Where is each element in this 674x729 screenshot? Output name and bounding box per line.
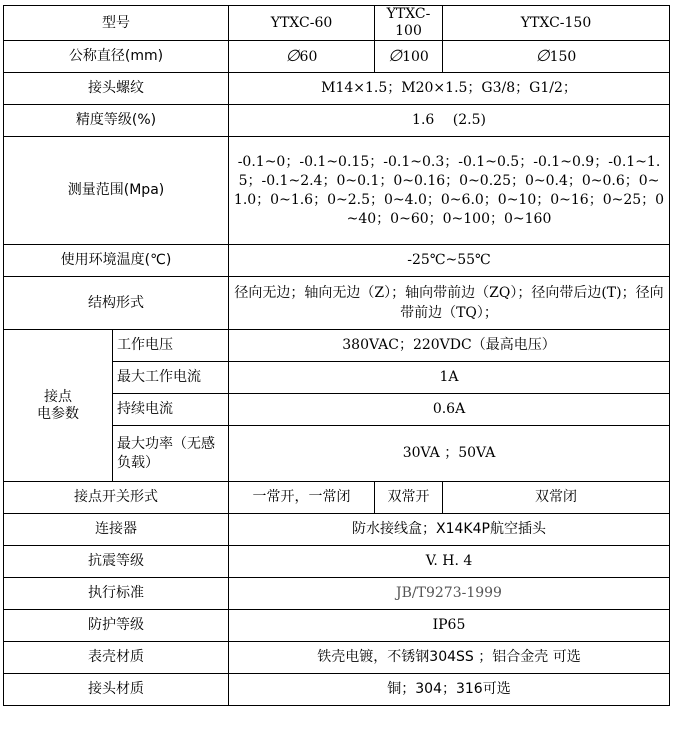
row-thread — [4, 73, 670, 105]
temperature-value: -25℃~55℃ — [229, 245, 670, 277]
range-label: 测量范围(Mpa) — [4, 137, 229, 245]
diameter-number-1: 60 — [299, 49, 318, 65]
row-structure — [4, 277, 670, 330]
row-seismic — [4, 546, 670, 578]
voltage-value: 380VAC；220VDC（最高电压） — [229, 330, 670, 362]
protection-label: 防护等级 — [4, 610, 229, 642]
accuracy-value: 1.6 (2.5) — [229, 105, 670, 137]
standard-value: JB/T9273-1999 — [229, 578, 670, 610]
diameter-value-3 — [443, 41, 670, 73]
spec-table — [3, 5, 670, 706]
diameter-symbol: ∅ — [285, 46, 300, 65]
row-voltage — [4, 330, 670, 362]
structure-value: 径向无边；轴向无边（Z）；轴向带前边（ZQ）；径向带后边(T)；径向带前边（TQ）； — [229, 277, 670, 330]
max-current-value: 1A — [229, 362, 670, 394]
diameter-label: 公称直径(mm) — [4, 41, 229, 73]
row-switch-form — [4, 482, 670, 514]
model-value-3: YTXC-150 — [443, 6, 670, 41]
case-material-label: 表壳材质 — [4, 642, 229, 674]
diameter-number-2: 100 — [402, 49, 429, 65]
max-power-value: 30VA ；50VA — [229, 426, 670, 482]
joint-material-value: 铜；304；316可选 — [229, 674, 670, 706]
diameter-symbol: ∅ — [388, 46, 403, 65]
row-range — [4, 137, 670, 245]
connector-value: 防水接线盒；X14K4P航空插头 — [229, 514, 670, 546]
diameter-symbol: ∅ — [535, 46, 550, 65]
diameter-value-1 — [229, 41, 375, 73]
model-value-2: YTXC-100 — [375, 6, 443, 41]
row-connector — [4, 514, 670, 546]
max-power-label: 最大功率（无感负载） — [113, 426, 229, 482]
standard-label: 执行标准 — [4, 578, 229, 610]
row-diameter — [4, 41, 670, 73]
seismic-value: V. H. 4 — [229, 546, 670, 578]
cont-current-value: 0.6A — [229, 394, 670, 426]
range-value: -0.1~0；-0.1~0.15；-0.1~0.3；-0.1~0.5；-0.1~0.9；-0.1~1.5；-0.1~2.4；0~0.1；0~0.16；0~0.25；0~0.4；0~0.6；0~1.0；0~1.6；0~2.5；0~4.0；0~6.0；0~10；0~16；0~25；0~40；0~60；0~100；0~160 — [229, 137, 670, 245]
row-case-material — [4, 642, 670, 674]
connector-label: 连接器 — [4, 514, 229, 546]
max-current-label: 最大工作电流 — [113, 362, 229, 394]
joint-material-label: 接头材质 — [4, 674, 229, 706]
contact-params-label: 接点 电参数 — [4, 330, 113, 482]
seismic-label: 抗震等级 — [4, 546, 229, 578]
row-standard — [4, 578, 670, 610]
temperature-label: 使用环境温度(℃) — [4, 245, 229, 277]
thread-label: 接头螺纹 — [4, 73, 229, 105]
row-joint-material — [4, 674, 670, 706]
voltage-label: 工作电压 — [113, 330, 229, 362]
switch-form-label: 接点开关形式 — [4, 482, 229, 514]
model-label: 型号 — [4, 6, 229, 41]
structure-label: 结构形式 — [4, 277, 229, 330]
thread-value: M14×1.5；M20×1.5；G3/8；G1/2； — [229, 73, 670, 105]
diameter-value-2 — [375, 41, 443, 73]
row-temperature — [4, 245, 670, 277]
model-value-1: YTXC-60 — [229, 6, 375, 41]
row-accuracy — [4, 105, 670, 137]
accuracy-label: 精度等级(%) — [4, 105, 229, 137]
protection-value: IP65 — [229, 610, 670, 642]
cont-current-label: 持续电流 — [113, 394, 229, 426]
switch-form-value-1: 一常开，一常闭 — [229, 482, 375, 514]
switch-form-value-3: 双常闭 — [443, 482, 670, 514]
row-model — [4, 6, 670, 41]
row-protection — [4, 610, 670, 642]
diameter-number-3: 150 — [549, 49, 577, 65]
switch-form-value-2: 双常开 — [375, 482, 443, 514]
case-material-value: 铁壳电镀，不锈钢304SS ；铝合金壳 可选 — [229, 642, 670, 674]
